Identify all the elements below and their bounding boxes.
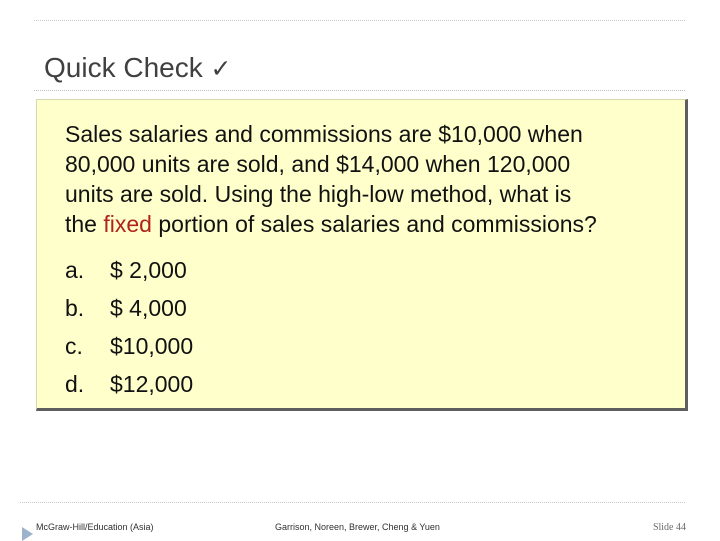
question-line-3: units are sold. Using the high-low method, what is: [65, 181, 572, 207]
slide-title: [44, 52, 231, 84]
option-value: $12,000: [110, 371, 194, 397]
footer-slide-number: Slide 44: [652, 522, 686, 533]
question-text: [65, 119, 685, 239]
checkmark-icon: ✓: [210, 54, 232, 83]
option-value: $10,000: [110, 333, 194, 359]
slide-title-text: Quick Check: [44, 52, 203, 83]
option-letter: b.: [65, 295, 85, 321]
question-line-1: Sales salaries and commissions are $10,000 when: [65, 121, 583, 147]
question-line-4: [65, 209, 685, 239]
footer-authors: Garrison, Noreen, Brewer, Cheng & Yuen: [275, 522, 440, 532]
title-divider: [34, 90, 686, 91]
footer-publisher: McGraw-Hill/Education (Asia): [36, 522, 154, 532]
question-box: [36, 99, 688, 411]
option-value: $ 4,000: [110, 295, 187, 321]
slide-marker-triangle-icon: [22, 527, 33, 541]
answer-option-b: [65, 289, 193, 327]
answer-option-a: [65, 251, 193, 289]
option-letter: d.: [65, 371, 85, 397]
footer-divider: [20, 502, 686, 503]
option-value: $ 2,000: [110, 257, 187, 283]
answer-option-d: [65, 365, 193, 403]
question-line-2: 80,000 units are sold, and $14,000 when 120,000: [65, 151, 571, 177]
option-letter: a.: [65, 257, 85, 283]
answer-options: [65, 251, 193, 403]
answer-option-c: [65, 327, 193, 365]
question-line-4-start: the: [65, 211, 104, 237]
option-letter: c.: [65, 333, 83, 359]
question-line-4-end: portion of sales salaries and commissions?: [151, 211, 597, 237]
highlight-fixed: fixed: [103, 211, 152, 237]
top-divider: [34, 20, 686, 21]
